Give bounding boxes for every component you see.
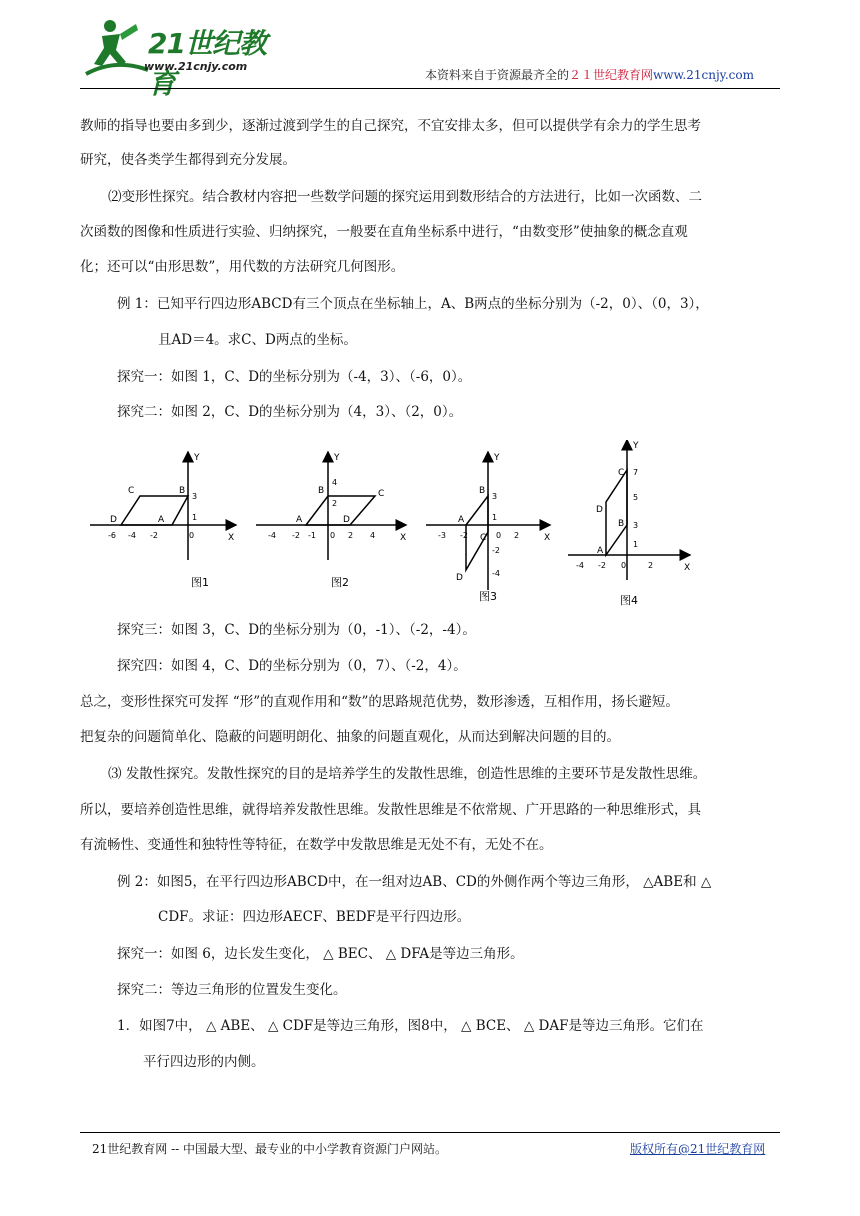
svg-text:-4: -4: [492, 569, 500, 578]
text-line: 所以，要培养创造性思维，就得培养发散性思维。发散性思维是不依常规、广开思路的一种思维形式，具: [80, 802, 701, 818]
footer-divider: [80, 1132, 780, 1133]
svg-text:0: 0: [621, 561, 627, 570]
text-line: 研究，使各类学生都得到充分发展。: [80, 152, 296, 168]
svg-text:2: 2: [348, 531, 354, 540]
svg-text:-4: -4: [128, 531, 136, 540]
footer-text: 21世纪教育网 -- 中国最大型、最专业的中小学教育资源门户网站。: [92, 1142, 448, 1156]
svg-text:-1: -1: [308, 531, 316, 540]
svg-text:4: 4: [370, 531, 376, 540]
text-line: 探究一：如图 1，C、D的坐标分别为（-4，3）、（-6，0）。: [117, 369, 472, 385]
footer-copyright-link[interactable]: 版权所有@21世纪教育网: [630, 1142, 766, 1156]
svg-text:C: C: [128, 486, 135, 496]
svg-text:B: B: [479, 486, 486, 496]
svg-text:1: 1: [192, 513, 198, 522]
svg-text:-2: -2: [292, 531, 300, 540]
header-note-brand: ２１世纪教育网: [569, 68, 654, 82]
x-axis-label: X: [684, 563, 691, 573]
svg-text:-6: -6: [108, 531, 116, 540]
svg-text:3: 3: [192, 492, 198, 501]
text-line: 平行四边形的内侧。: [143, 1054, 265, 1070]
text-line: 教师的指导也要由多到少，逐渐过渡到学生的自己探究，不宜安排太多，但可以提供学有余力的学生思考: [80, 118, 701, 134]
svg-text:C: C: [378, 489, 385, 499]
svg-text:3: 3: [492, 492, 498, 501]
svg-text:D: D: [596, 505, 603, 515]
figure-1: [90, 452, 236, 589]
text-line: 次函数的图像和性质进行实验、归纳探究，一般要在直角坐标系中进行，“由数变形”使抽象的概念直观: [80, 224, 688, 240]
y-axis-label: Y: [633, 441, 639, 451]
text-line: ⑵变形性探究。结合教材内容把一些数学问题的探究运用到数形结合的方法进行，比如一次函数、二: [108, 189, 702, 205]
coordinate-figures: [88, 440, 708, 615]
text-line: 把复杂的问题简单化、隐蔽的问题明朗化、抽象的问题直观化，从而达到解决问题的目的。: [80, 729, 620, 745]
y-axis-label: Y: [494, 453, 500, 463]
svg-text:-3: -3: [438, 531, 446, 540]
svg-text:0: 0: [496, 531, 502, 540]
text-line: 探究二：如图 2，C、D的坐标分别为（4，3）、（2，0）。: [117, 404, 463, 420]
text-line: 有流畅性、变通性和独特性等特征，在数学中发散思维是无处不有，无处不在。: [80, 837, 553, 853]
svg-text:4: 4: [332, 478, 338, 487]
svg-text:7: 7: [633, 468, 639, 477]
text-line: 探究二：等边三角形的位置发生变化。: [117, 982, 347, 998]
svg-text:-2: -2: [460, 531, 468, 540]
svg-text:-4: -4: [576, 561, 584, 570]
figure-2: [256, 452, 406, 589]
x-axis-label: X: [400, 533, 407, 543]
x-axis-label: X: [228, 533, 235, 543]
svg-text:-2: -2: [492, 546, 500, 555]
svg-text:-2: -2: [150, 531, 158, 540]
header-divider: [80, 88, 780, 89]
svg-text:D: D: [456, 573, 463, 583]
svg-text:A: A: [458, 515, 465, 525]
text-line: CDF。求证：四边形AECF、BEDF是平行四边形。: [158, 909, 471, 925]
svg-text:B: B: [179, 486, 186, 496]
logo-main-text: 21世纪教育: [148, 27, 266, 100]
text-line: 1．如图7中， △ ABE、 △ CDF是等边三角形，图8中， △ BCE、 △ DAF是等边三角形。它们在: [117, 1018, 704, 1034]
svg-text:B: B: [318, 486, 325, 496]
svg-text:D: D: [343, 515, 350, 525]
y-axis-label: Y: [194, 453, 200, 463]
header-note-prefix: 本资料来自于资源最齐全的: [425, 68, 570, 82]
x-axis-label: X: [544, 533, 551, 543]
svg-text:D: D: [110, 515, 117, 525]
svg-text:C: C: [618, 468, 625, 478]
text-line: 且AD＝4。求C、D两点的坐标。: [158, 332, 357, 348]
text-line: 探究三：如图 3，C、D的坐标分别为（0，-1）、（-2，-4）。: [117, 622, 476, 638]
header-note-url[interactable]: www.21cnjy.com: [653, 68, 754, 82]
text-line: 探究一：如图 6，边长发生变化， △ BEC、 △ DFA是等边三角形。: [117, 946, 524, 962]
svg-text:A: A: [158, 515, 165, 525]
figure-4: [568, 440, 690, 607]
figure-2-caption: 图2: [331, 576, 349, 589]
svg-text:A: A: [296, 515, 303, 525]
figure-4-caption: 图4: [620, 594, 638, 607]
svg-text:2: 2: [648, 561, 654, 570]
svg-text:2: 2: [332, 499, 338, 508]
svg-text:1: 1: [633, 540, 639, 549]
text-line: 探究四：如图 4，C、D的坐标分别为（0，7）、（-2，4）。: [117, 658, 467, 674]
logo-sub-text: www.21cnjy.com: [144, 60, 248, 73]
text-line: 例 2：如图5，在平行四边形ABCD中，在一组对边AB、CD的外侧作两个等边三角形， △ABE和 △: [117, 874, 712, 890]
svg-text:-4: -4: [268, 531, 276, 540]
svg-text:0: 0: [189, 531, 195, 540]
svg-text:C: C: [480, 533, 487, 543]
figure-3-caption: 图3: [479, 590, 497, 603]
svg-text:2: 2: [514, 531, 520, 540]
site-logo: [80, 14, 280, 100]
text-line: 总之，变形性探究可发挥 “形”的直观作用和“数”的思路规范优势，数形渗透，互相作用，扬长避短。: [80, 694, 679, 710]
text-line: 化；还可以“由形思数”，用代数的方法研究几何图形。: [80, 259, 405, 275]
svg-text:B: B: [618, 519, 625, 529]
figure-3: [426, 452, 550, 603]
header-note: [425, 66, 754, 83]
text-line: ⑶ 发散性探究。发散性探究的目的是培养学生的发散性思维，创造性思维的主要环节是发散性思维。: [108, 766, 707, 782]
svg-text:-2: -2: [598, 561, 606, 570]
svg-text:5: 5: [633, 493, 639, 502]
runner-logo-icon: [80, 14, 150, 84]
svg-text:A: A: [597, 546, 604, 556]
figure-1-caption: 图1: [191, 576, 209, 589]
y-axis-label: Y: [334, 453, 340, 463]
text-line: 例 1：已知平行四边形ABCD有三个顶点在坐标轴上，A、B两点的坐标分别为（-2，0）、（0，3），: [117, 296, 709, 312]
svg-text:1: 1: [492, 513, 498, 522]
svg-text:3: 3: [633, 521, 639, 530]
svg-text:0: 0: [330, 531, 336, 540]
